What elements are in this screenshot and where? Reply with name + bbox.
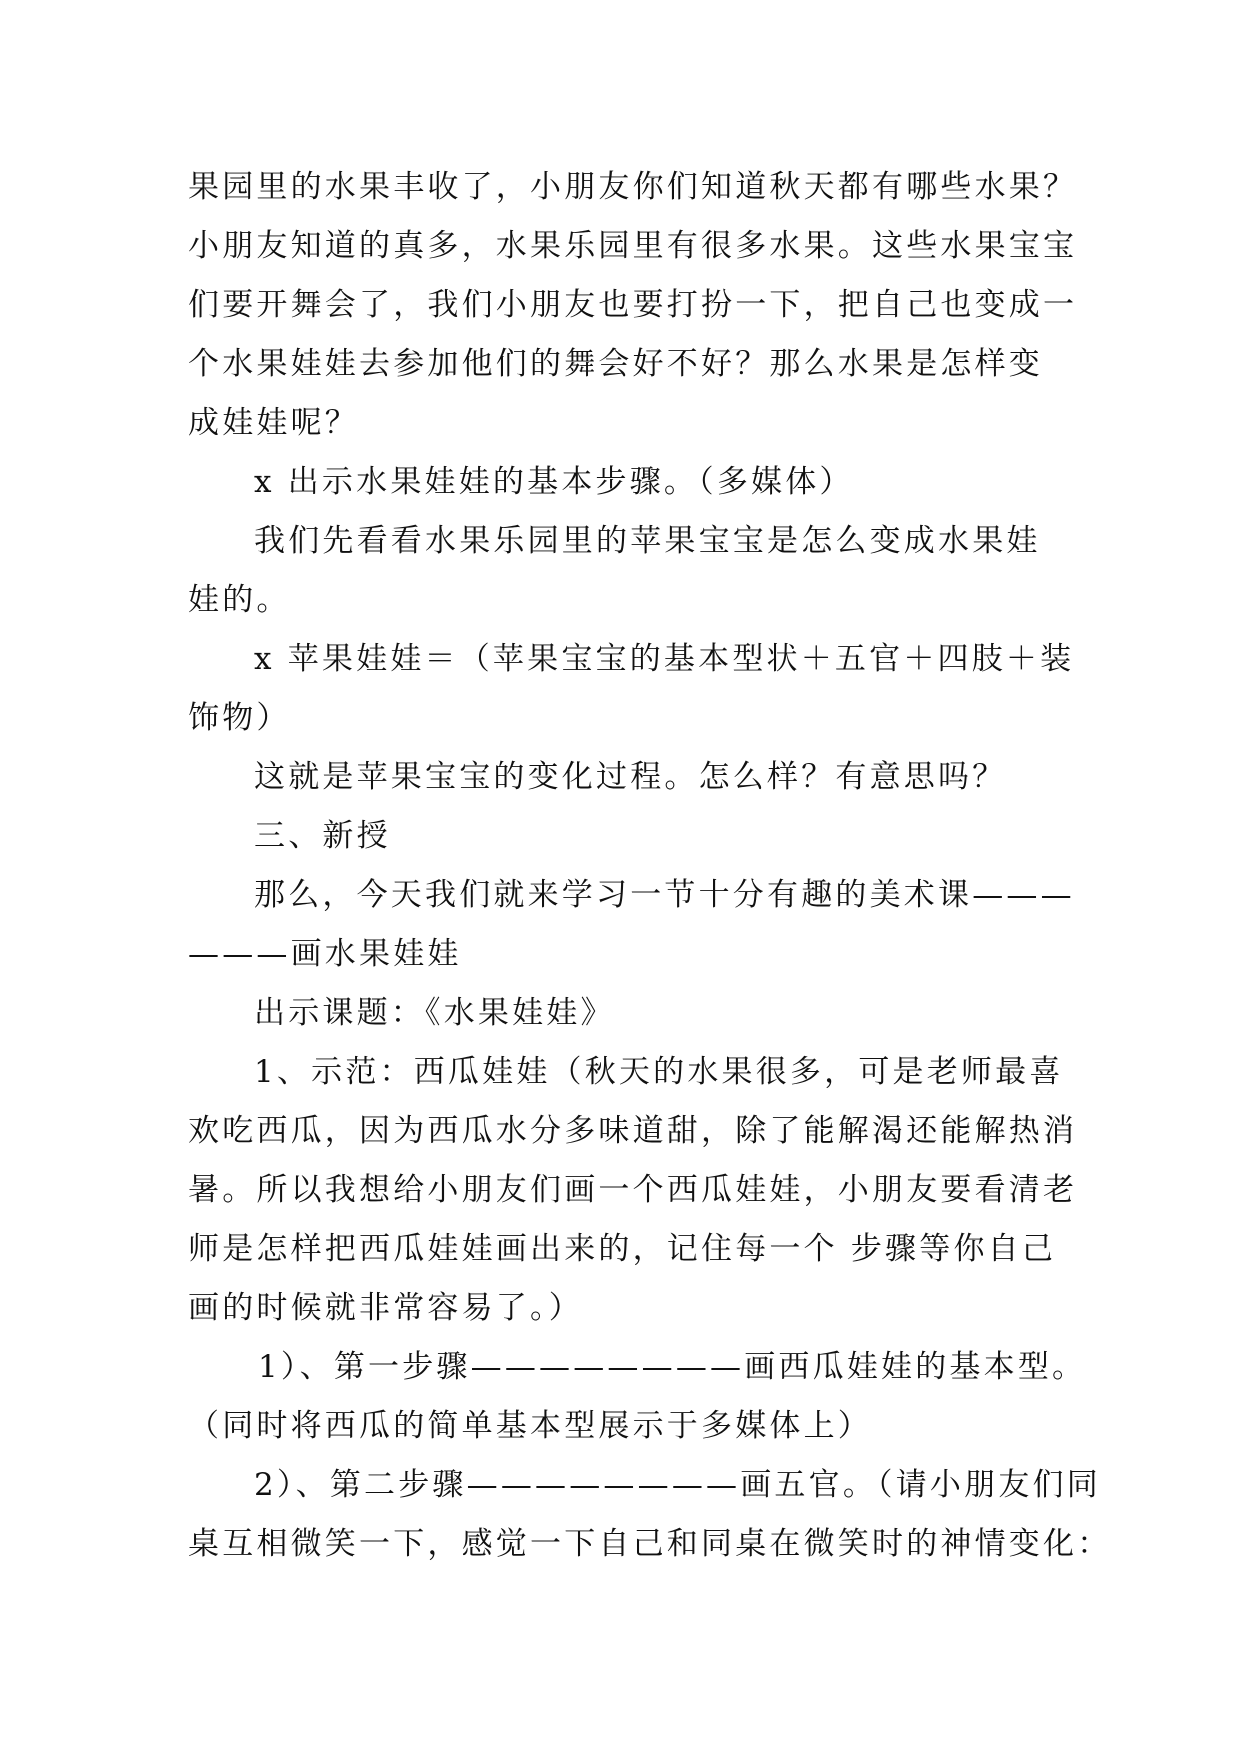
paragraph-line: x 出示水果娃娃的基本步骤。（多媒体） — [254, 464, 854, 500]
paragraph-line: 成娃娃呢？ — [188, 405, 359, 441]
paragraph-line: （同时将西瓜的简单基本型展示于多媒体上） — [188, 1408, 872, 1444]
paragraph-line: 我们先看看水果乐园里的苹果宝宝是怎么变成水果娃 — [254, 523, 1041, 559]
paragraph-line: 出示课题：《水果娃娃》 — [254, 995, 615, 1031]
section-heading: 三、新授 — [254, 818, 391, 854]
paragraph-line: 那么，今天我们就来学习一节十分有趣的美术课——— — [254, 877, 1075, 913]
paragraph-line: 师是怎样把西瓜娃娃画出来的，记住每一个 步骤等你自己 — [188, 1231, 1057, 1267]
paragraph-line: 画的时候就非常容易了。） — [188, 1290, 583, 1326]
paragraph-line: 欢吃西瓜，因为西瓜水分多味道甜，除了能解渴还能解热消 — [188, 1113, 1078, 1149]
paragraph-line: 1、示范：西瓜娃娃（秋天的水果很多，可是老师最喜 — [254, 1054, 1064, 1090]
paragraph-line: 饰物） — [188, 700, 291, 736]
paragraph-line: 1）、第一步骤————————画西瓜娃娃的基本型。 — [258, 1349, 1087, 1385]
paragraph-line: 们要开舞会了，我们小朋友也要打扮一下，把自己也变成一 — [188, 287, 1078, 323]
paragraph-line: 暑。所以我想给小朋友们画一个西瓜娃娃，小朋友要看清老 — [188, 1172, 1078, 1208]
paragraph-line: ———画水果娃娃 — [188, 936, 462, 972]
paragraph-line: 2）、第二步骤————————画五官。（请小朋友们同 — [254, 1467, 1101, 1503]
paragraph-line: x 苹果娃娃＝（苹果宝宝的基本型状＋五官＋四肢＋装 — [254, 641, 1075, 677]
paragraph-line: 果园里的水果丰收了，小朋友你们知道秋天都有哪些水果？ — [188, 169, 1078, 205]
paragraph-line: 个水果娃娃去参加他们的舞会好不好？那么水果是怎样变 — [188, 346, 1043, 382]
paragraph-line: 桌互相微笑一下，感觉一下自己和同桌在微笑时的神情变化： — [188, 1526, 1112, 1562]
paragraph-line: 这就是苹果宝宝的变化过程。怎么样？有意思吗？ — [254, 759, 1007, 795]
document-body — [188, 158, 1112, 1574]
paragraph-line: 小朋友知道的真多，水果乐园里有很多水果。这些水果宝宝 — [188, 228, 1078, 264]
paragraph-line: 娃的。 — [188, 582, 291, 618]
